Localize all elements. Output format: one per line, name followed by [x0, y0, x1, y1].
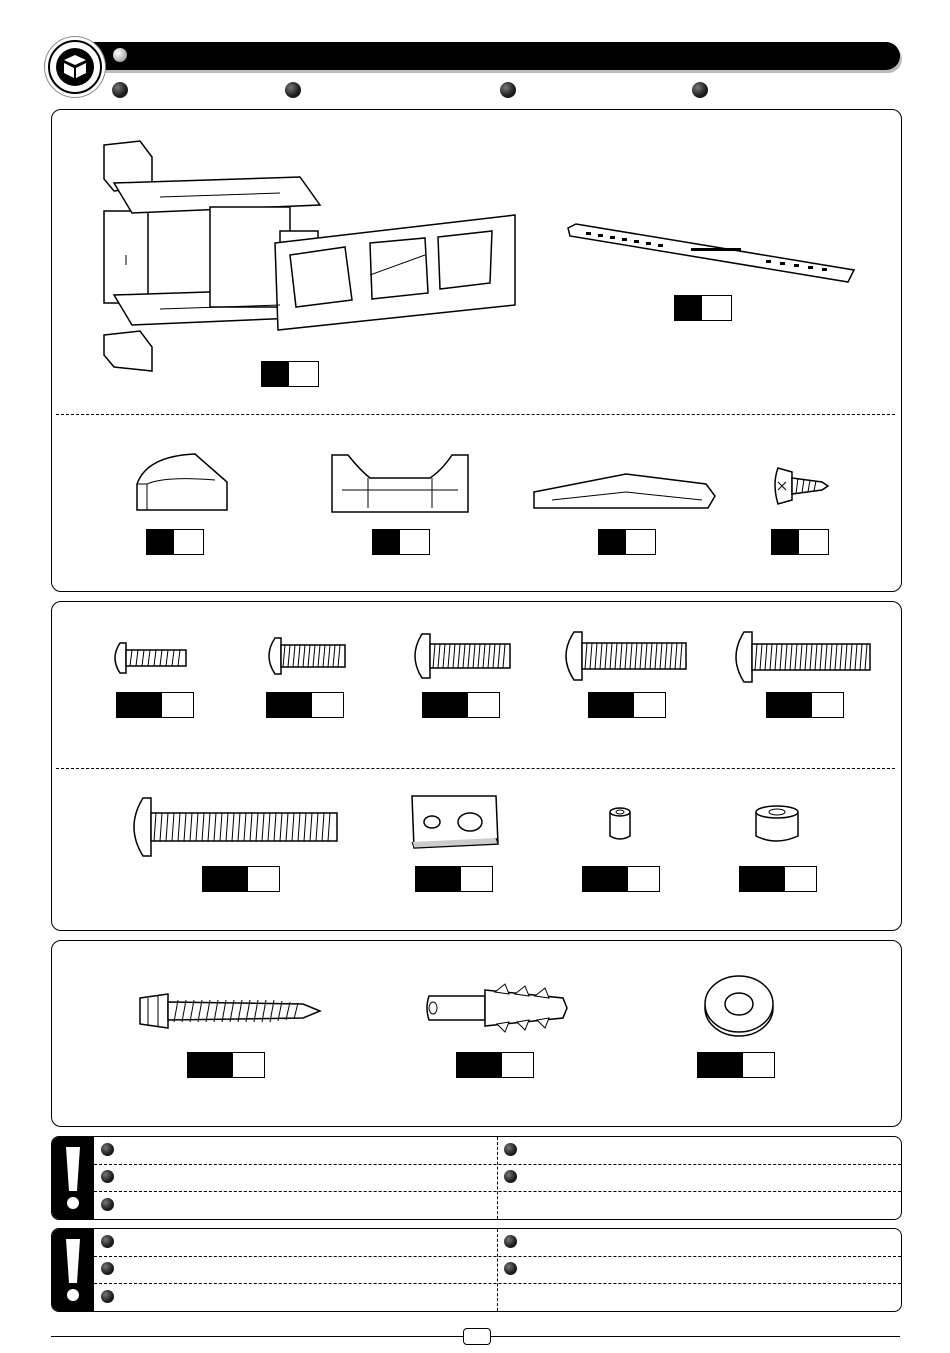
qty-tag-lag-screw: [187, 1052, 265, 1078]
wall-anchor-illustration: [425, 982, 570, 1034]
header-bullet: [113, 48, 127, 62]
warning-box-2: [51, 1228, 902, 1312]
qty-tag-top-cover: [598, 529, 656, 555]
double-hole-washer-illustration: [408, 794, 500, 852]
warning1-bullet-4: [504, 1143, 517, 1156]
bolt-m6-illustration: [408, 632, 513, 680]
bolt-m4-illustration: [108, 641, 188, 675]
open-box-icon: [50, 42, 100, 92]
washer-illustration: [703, 974, 775, 1038]
qty-tag-bolt-m5: [266, 692, 344, 718]
panel1-divider: [56, 414, 895, 415]
qty-tag-cable-clip: [372, 529, 430, 555]
top-cover-illustration: [532, 470, 717, 512]
step-bullet-3: [500, 82, 516, 98]
qty-tag-bolt-m4: [116, 692, 194, 718]
exclamation-icon: [52, 1137, 94, 1219]
self-tapping-screw-illustration: [770, 464, 830, 509]
warning2-bullet-5: [504, 1262, 517, 1275]
warning1-bullet-2: [101, 1170, 114, 1183]
step-bullet-4: [692, 82, 708, 98]
qty-tag-bolt-m8-extra-long: [202, 866, 280, 892]
bolt-m8-extra-long-illustration: [125, 796, 340, 858]
warning2-bullet-2: [101, 1262, 114, 1275]
qty-tag-cover-cap: [146, 529, 204, 555]
warning1-bullet-1: [101, 1143, 114, 1156]
qty-tag-washer: [697, 1052, 775, 1078]
exclamation-icon: [52, 1229, 94, 1311]
page-number: [463, 1328, 491, 1345]
header-bar: [70, 42, 900, 70]
step-bullet-1: [112, 82, 128, 98]
spacer-short-illustration: [608, 806, 632, 842]
bolt-m8-short-illustration: [558, 630, 688, 682]
warning1-bullet-5: [504, 1170, 517, 1183]
qty-tag-bolt-m8-short: [588, 692, 666, 718]
qty-tag-tv-rail: [674, 295, 732, 321]
qty-tag-spacer-long: [739, 866, 817, 892]
warning2-bullet-3: [101, 1290, 114, 1303]
qty-tag-spacer-short: [582, 866, 660, 892]
bolt-m8-long-illustration: [728, 630, 873, 684]
panel2-divider: [56, 768, 895, 769]
cable-clip-illustration: [330, 450, 470, 515]
qty-tag-bolt-m8-long: [766, 692, 844, 718]
wall-arm-bracket-illustration: [100, 135, 520, 375]
warning-box-1: [51, 1136, 902, 1220]
bolt-m5-illustration: [263, 636, 348, 676]
qty-tag-wall-anchor: [456, 1052, 534, 1078]
qty-tag-bolt-m6: [422, 692, 500, 718]
warning2-bullet-4: [504, 1235, 517, 1248]
header-badge: [48, 40, 102, 94]
spacer-long-illustration: [752, 804, 802, 846]
tv-rail-illustration: [566, 222, 856, 282]
step-bullet-2: [285, 82, 301, 98]
qty-tag-self-tapping-screw: [771, 529, 829, 555]
warning2-bullet-1: [101, 1235, 114, 1248]
warning1-bullet-3: [101, 1198, 114, 1211]
qty-tag-double-hole-washer: [415, 866, 493, 892]
cover-cap-illustration: [135, 452, 230, 512]
lag-screw-illustration: [138, 990, 323, 1032]
qty-tag-wall-arm-bracket: [261, 361, 319, 387]
